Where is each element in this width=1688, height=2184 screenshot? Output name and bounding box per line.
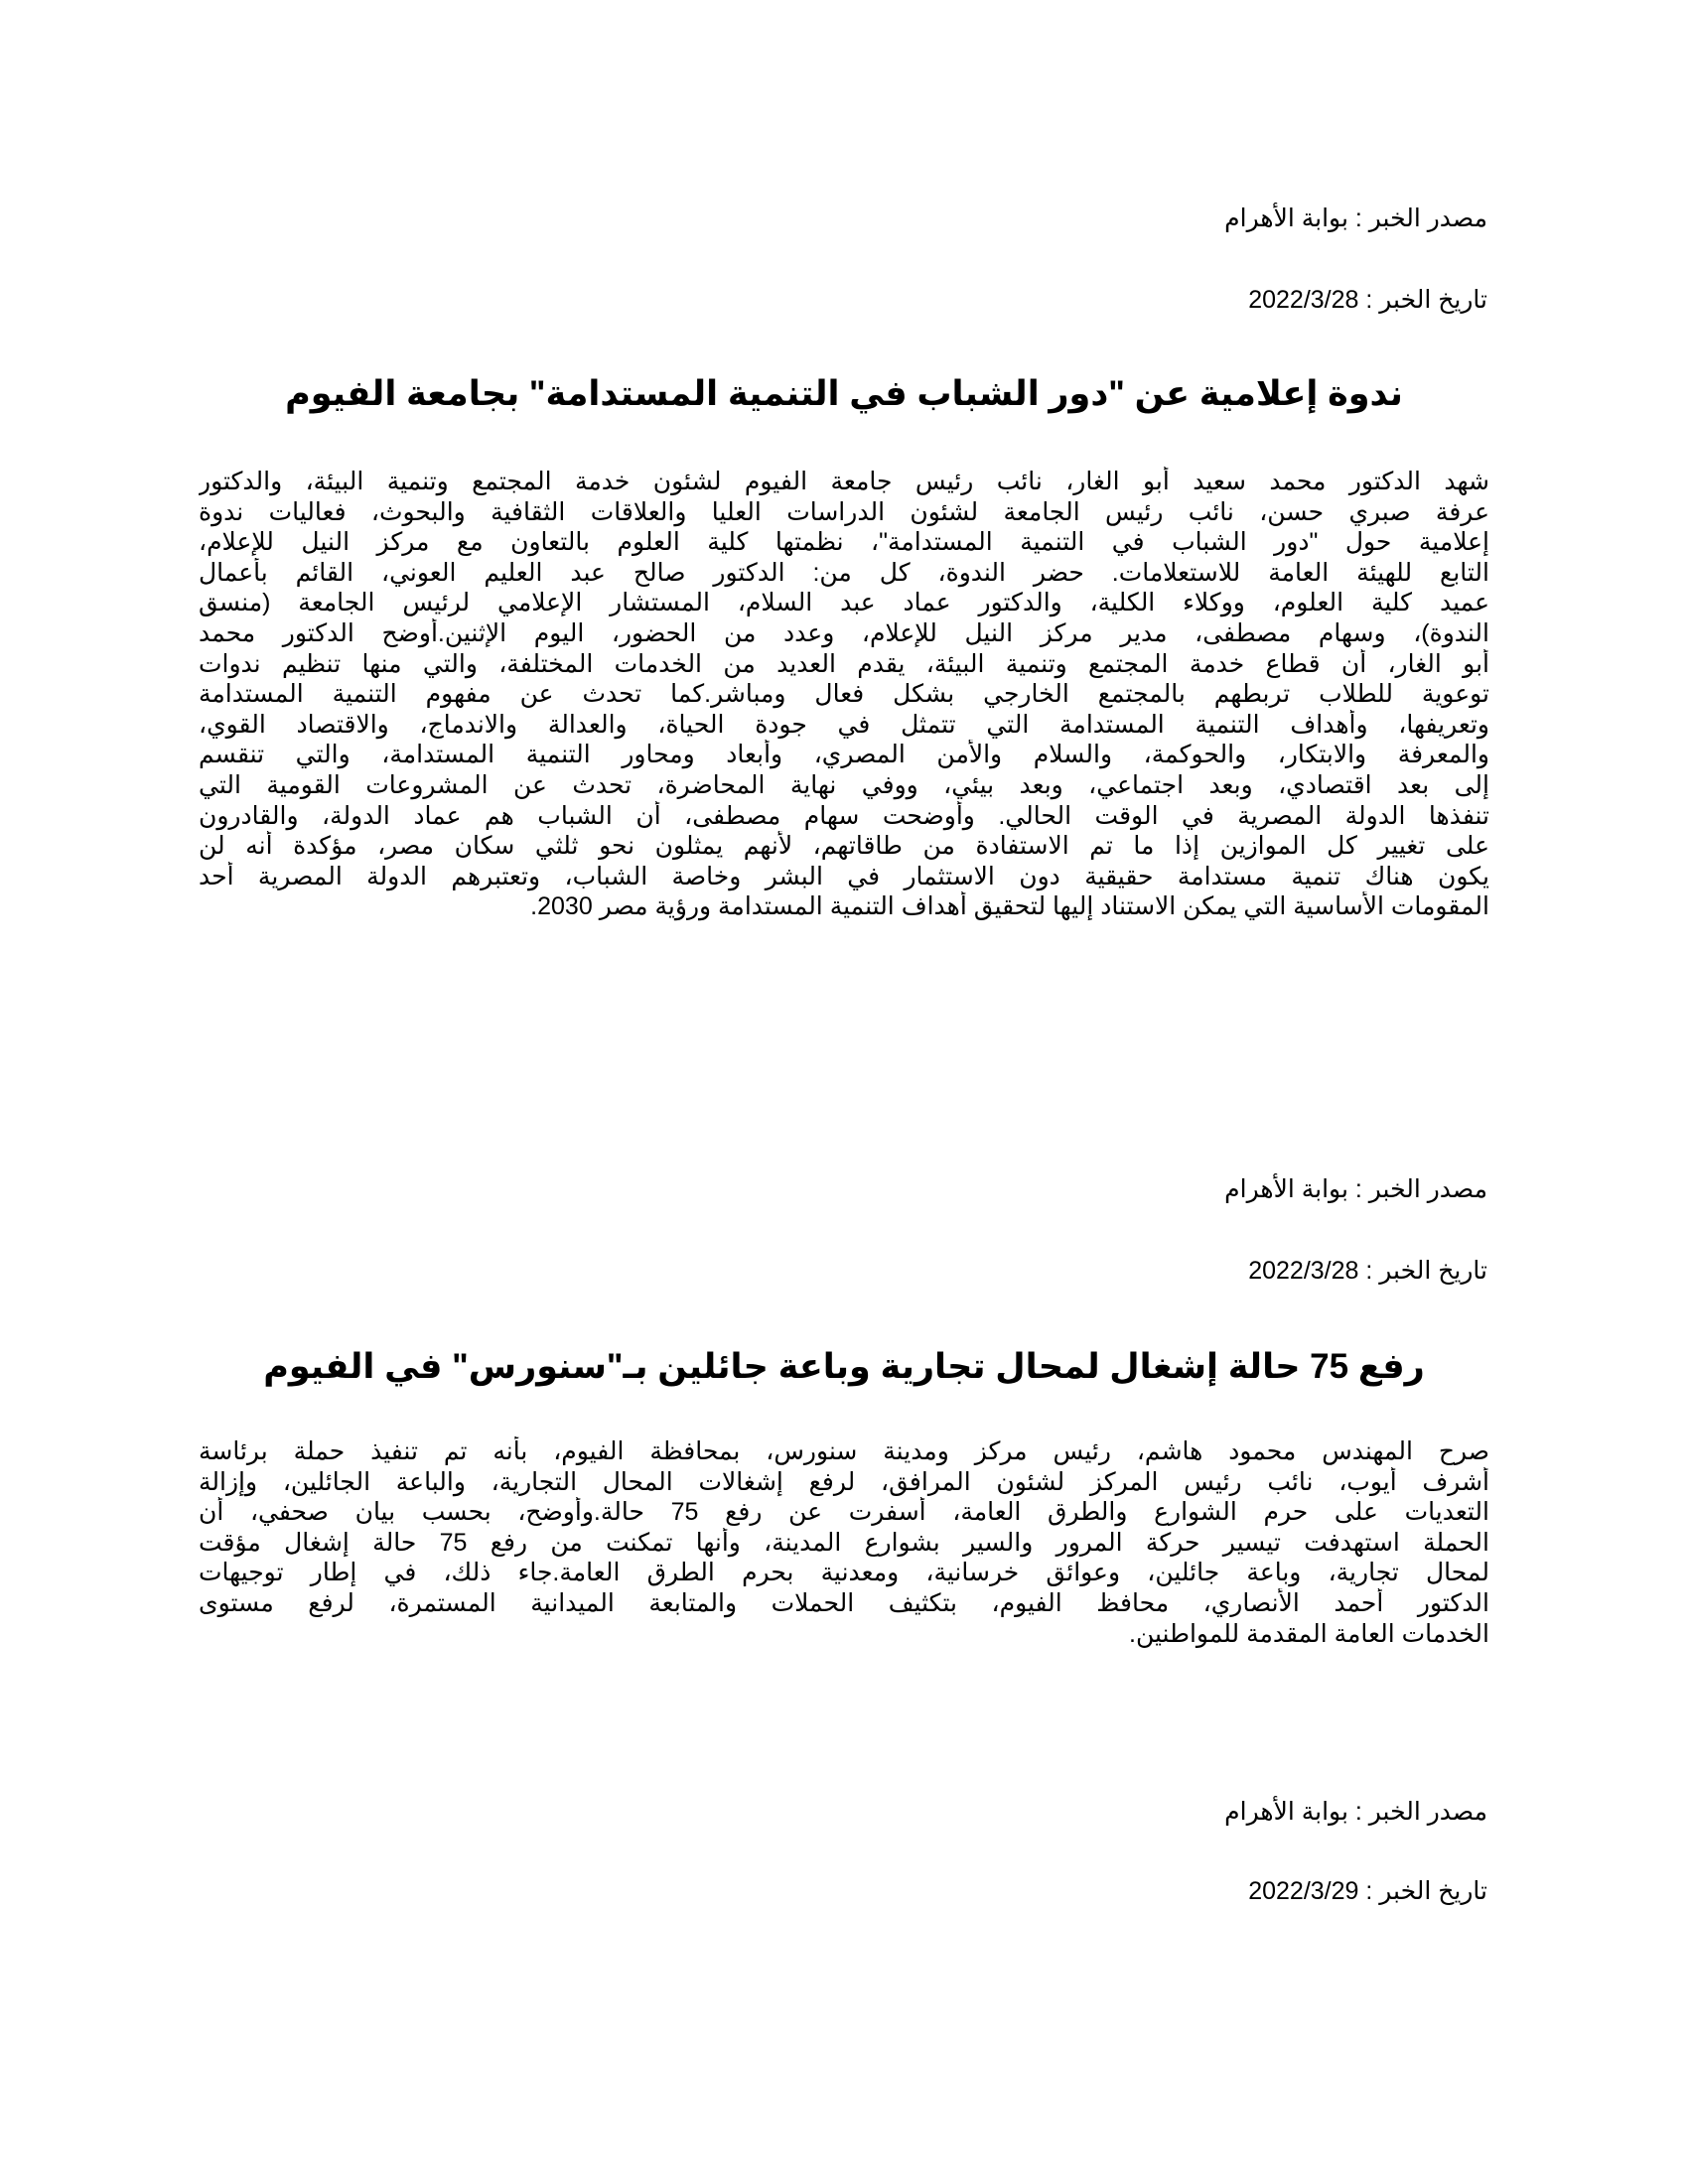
article-1-date: تاريخ الخبر : 2022/3/28 (1248, 286, 1487, 314)
body-line: أشرف أيوب، نائب رئيس المركز لشئون المرافق، لرفع إشغالات المحال التجارية، والباعة الجائلين، وإزالة (199, 1467, 1489, 1496)
body-line: المقومات الأساسية التي يمكن الاستناد إليها لتحقيق أهداف التنمية المستدامة ورؤية مصر 2030. (530, 892, 1489, 921)
article-1-title: ندوة إعلامية عن "دور الشباب في التنمية المستدامة" بجامعة الفيوم (285, 374, 1403, 413)
article-1-body (199, 467, 1489, 922)
article-2-body (199, 1436, 1489, 1649)
article-2-source: مصدر الخبر : بوابة الأهرام (1224, 1175, 1487, 1203)
body-line: إلى بعد اقتصادي، وبعد اجتماعي، وبعد بيئي، ووفي نهاية المحاضرة، تحدث عن المشروعات القومية التي (199, 770, 1489, 799)
body-line: توعوية للطلاب تربطهم بالمجتمع الخارجي بشكل فعال ومباشر.كما تحدث عن مفهوم التنمية المستدامة (199, 680, 1489, 709)
body-line: أبو الغار، أن قطاع خدمة المجتمع وتنمية البيئة، يقدم العديد من الخدمات المختلفة، والتي منها تنظيم ندوات (199, 649, 1489, 678)
body-line: عميد كلية العلوم، ووكلاء الكلية، والدكتور عماد عبد السلام، المستشار الإعلامي لرئيس الجامعة (منسق (199, 589, 1489, 617)
body-line: والمعرفة والابتكار، والحوكمة، والسلام والأمن المصري، وأبعاد ومحاور التنمية المستدامة، والتي تنقسم (199, 741, 1489, 769)
body-line: وتعريفها، وأهداف التنمية المستدامة التي تتمثل في جودة الحياة، والعدالة والاندماج، والاقتصاد القوي، (199, 710, 1489, 739)
article-2-title: رفع 75 حالة إشغال لمحال تجارية وباعة جائلين بـ"سنورس" في الفيوم (263, 1347, 1425, 1386)
body-line: شهد الدكتور محمد سعيد أبو الغار، نائب رئيس جامعة الفيوم لشئون خدمة المجتمع وتنمية البيئة، والدكتور (199, 468, 1489, 495)
body-line: تنفذها الدولة المصرية في الوقت الحالي. وأوضحت سهام مصطفى، أن الشباب هم عماد الدولة، والقادرون (199, 801, 1489, 830)
article-2-date: تاريخ الخبر : 2022/3/28 (1248, 1257, 1487, 1285)
article-1-source: مصدر الخبر : بوابة الأهرام (1224, 205, 1487, 232)
body-line: الدكتور أحمد الأنصاري، محافظ الفيوم، بتكثيف الحملات والمتابعة الميدانية المستمرة، لرفع مستوى (199, 1588, 1489, 1617)
body-line: عرفة صبري حسن، نائب رئيس الجامعة لشئون الدراسات العليا والعلاقات الثقافية والبحوث، فعاليات ندوة (199, 497, 1489, 526)
body-line: صرح المهندس محمود هاشم، رئيس مركز ومدينة سنورس، بمحافظة الفيوم، بأنه تم تنفيذ حملة برئاسة (199, 1437, 1489, 1465)
footer-date: تاريخ الخبر : 2022/3/29 (1248, 1877, 1487, 1905)
body-line: التابع للهيئة العامة للاستعلامات. حضر الندوة، كل من: الدكتور صالح عبد العليم العوني، القائم بأعمال (199, 558, 1489, 587)
body-line: التعديات على حرم الشوارع والطرق العامة، أسفرت عن رفع 75 حالة.وأوضح، بحسب بيان صحفي، أن (199, 1498, 1489, 1527)
body-line: الحملة استهدفت تيسير حركة المرور والسير بشوارع المدينة، وأنها تمكنت من رفع 75 حالة إشغال مؤقت (199, 1528, 1489, 1557)
body-line: الخدمات العامة المقدمة للمواطنين. (1129, 1619, 1489, 1648)
body-line: إعلامية حول "دور الشباب في التنمية المستدامة"، نظمتها كلية العلوم بالتعاون مع مركز النيل للإعلام، (199, 528, 1489, 557)
body-line: لمحال تجارية، وباعة جائلين، وعوائق خرسانية، ومعدنية بحرم الطرق العامة.جاء ذلك، في إطار توجيهات (199, 1559, 1489, 1587)
body-line: يكون هناك تنمية مستدامة حقيقية دون الاستثمار في البشر وخاصة الشباب، وتعتبرهم الدولة المصرية أحد (199, 862, 1489, 890)
body-line: على تغيير كل الموازين إذا ما تم الاستفادة من طاقاتهم، لأنهم يمثلون نحو ثلثي سكان مصر، مؤكدة أنه لن (199, 832, 1489, 861)
footer-source: مصدر الخبر : بوابة الأهرام (1224, 1798, 1487, 1826)
body-line: الندوة)، وسهام مصطفى، مدير مركز النيل للإعلام، وعدد من الحضور، اليوم الإثنين.أوضح الدكتور محمد (199, 618, 1489, 647)
